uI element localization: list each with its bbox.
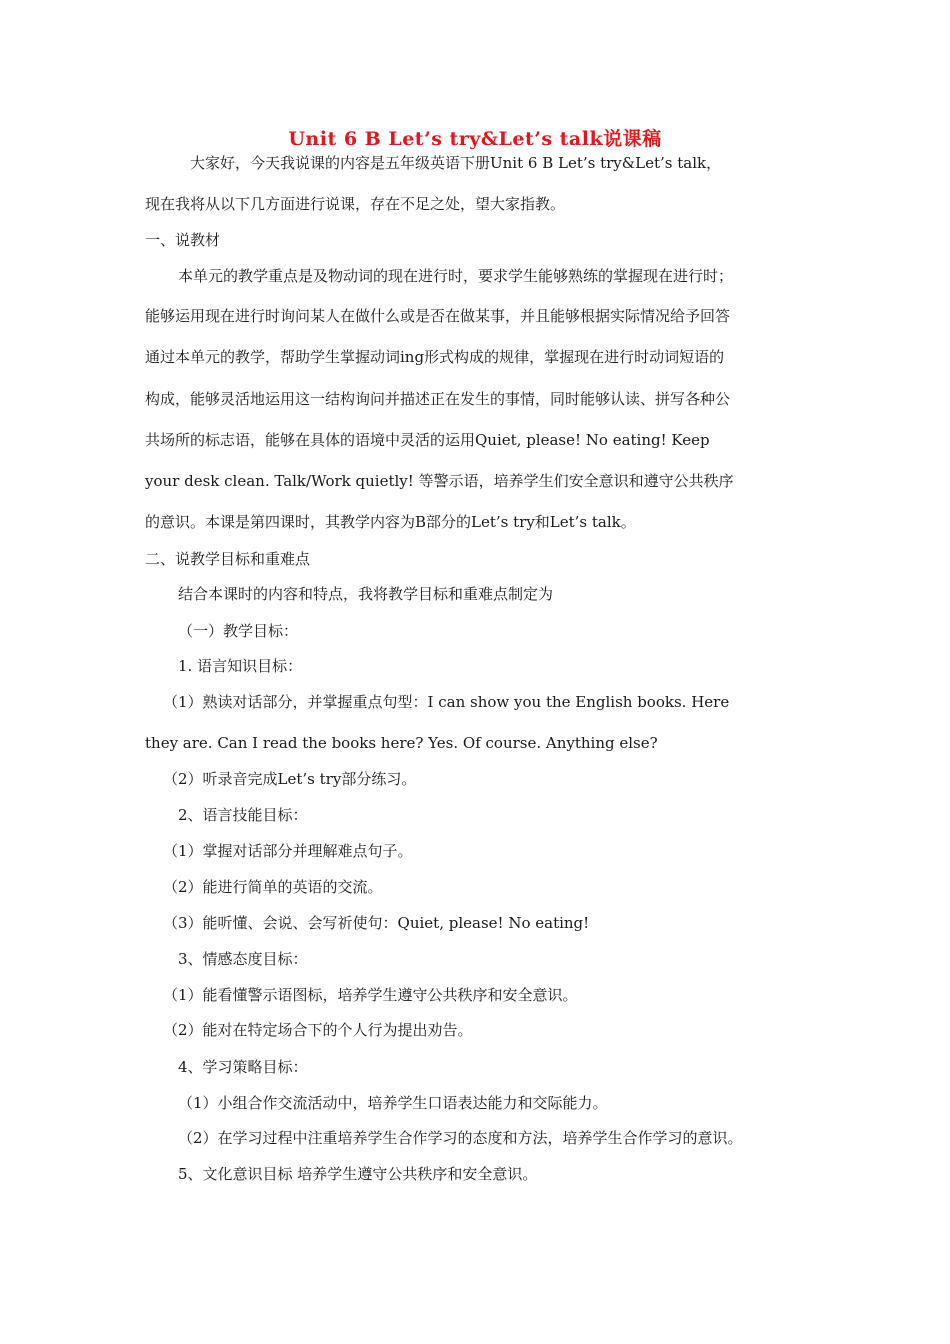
- list-item: 4、学习策略目标：: [178, 1058, 308, 1076]
- list-item: they are. Can I read the books here? Yes. Of course. Anything else?: [145, 734, 658, 752]
- paragraph-line: 通过本单元的教学，帮助学生掌握动词ing形式构成的规律，掌握现在进行时动词短语的: [145, 348, 725, 366]
- paragraph-line: 本单元的教学重点是及物动词的现在进行时，要求学生能够熟练的掌握现在进行时；: [178, 267, 734, 285]
- paragraph-line: 能够运用现在进行时询问某人在做什么或是否在做某事，并且能够根据实际情况给予回答: [145, 307, 731, 325]
- list-item: （1）能看懂警示语图标，培养学生遵守公共秩序和安全意识。: [163, 986, 578, 1004]
- section-heading: 一、说教材: [145, 231, 221, 249]
- paragraph-line: 大家好，今天我说课的内容是五年级英语下册Unit 6 B Let’s try&Let’s talk，: [190, 154, 722, 172]
- list-item: （1）掌握对话部分并理解难点句子。: [163, 842, 413, 860]
- list-item: （2）能对在特定场合下的个人行为提出劝告。: [163, 1021, 473, 1039]
- paragraph-line: 共场所的标志语，能够在具体的语境中灵活的运用Quiet, please! No eating! Keep: [145, 431, 710, 449]
- paragraph-line: 的意识。本课是第四课时，其教学内容为B部分的Let’s try和Let’s talk。: [145, 513, 636, 531]
- subsection-heading: （一）教学目标：: [178, 622, 299, 640]
- list-item: 1. 语言知识目标：: [178, 657, 303, 675]
- list-item: （2）在学习过程中注重培养学生合作学习的态度和方法，培养学生合作学习的意识。: [178, 1129, 743, 1147]
- list-item: （1）熟读对话部分，并掌握重点句型：I can show you the English books. Here: [163, 693, 730, 711]
- document-title: Unit 6 B Let’s try&Let’s talk说课稿: [288, 128, 662, 150]
- paragraph-line: 构成，能够灵活地运用这一结构询问并描述正在发生的事情，同时能够认读、拼写各种公: [145, 390, 731, 408]
- list-item: （3）能听懂、会说、会写祈使句：Quiet, please! No eating!: [163, 914, 590, 932]
- list-item: （2）能进行简单的英语的交流。: [163, 878, 383, 896]
- paragraph-line: 结合本课时的内容和特点，我将教学目标和重难点制定为: [178, 585, 554, 603]
- paragraph-line: your desk clean. Talk/Work quietly! 等警示语，培养学生们安全意识和遵守公共秩序: [145, 472, 734, 490]
- section-heading: 二、说教学目标和重难点: [145, 550, 311, 568]
- list-item: （2）听录音完成Let’s try部分练习。: [163, 770, 417, 788]
- list-item: （1）小组合作交流活动中，培养学生口语表达能力和交际能力。: [178, 1094, 608, 1112]
- paragraph-line: 现在我将从以下几方面进行说课，存在不足之处，望大家指教。: [145, 195, 566, 213]
- list-item: 5、文化意识目标 培养学生遵守公共秩序和安全意识。: [178, 1165, 538, 1183]
- list-item: 2、语言技能目标：: [178, 806, 308, 824]
- list-item: 3、情感态度目标：: [178, 950, 308, 968]
